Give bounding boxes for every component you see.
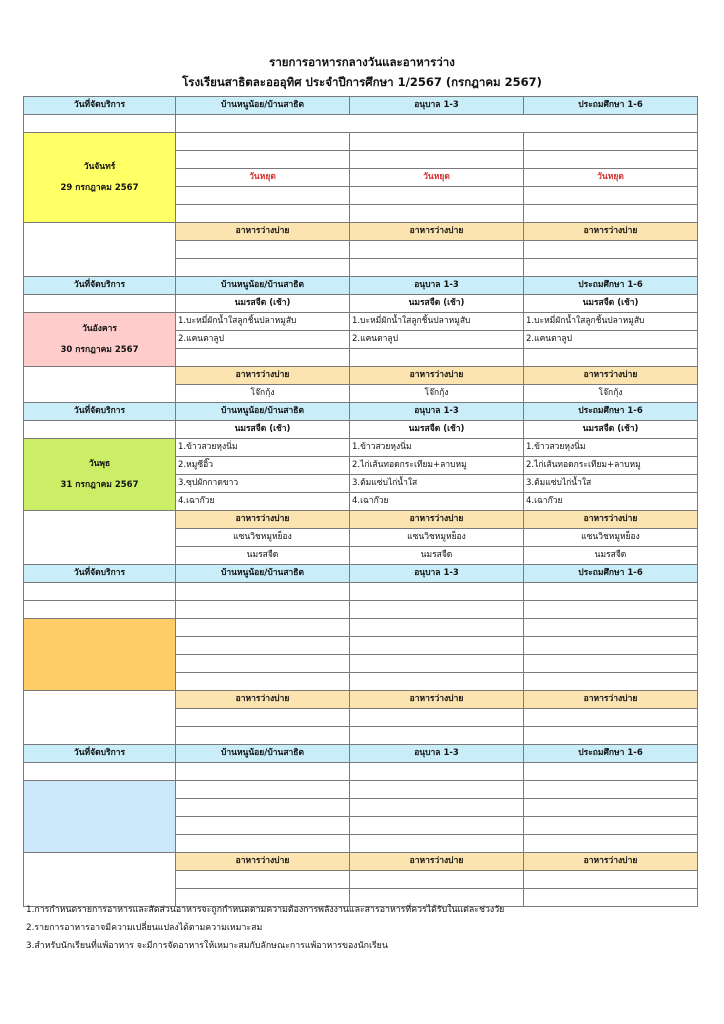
snack-header: อาหารว่างบ่าย — [350, 511, 524, 529]
snack-header: อาหารว่างบ่าย — [176, 691, 350, 709]
breakfast-label: นมรสจืด (เช้า) — [350, 421, 524, 439]
day-cell-wednesday — [24, 439, 176, 511]
snack-item: โจ๊กกุ้ง — [350, 385, 524, 403]
empty-cell — [24, 295, 176, 313]
holiday-label: วันหยุด — [524, 169, 698, 187]
snack-item: นมรสจืด — [350, 547, 524, 565]
group2-header: อนุบาล 1-3 — [350, 277, 524, 295]
empty-cell — [524, 673, 698, 691]
day-name: วันอังคาร — [82, 323, 117, 334]
empty-cell — [524, 871, 698, 889]
holiday-label: วันหยุด — [176, 169, 350, 187]
footnotes — [26, 901, 504, 955]
table-row — [24, 439, 698, 457]
day-date: 30 กรกฎาคม 2567 — [60, 344, 139, 355]
table-row — [24, 511, 698, 529]
snack-item: นมรสจืด — [176, 547, 350, 565]
lunch-item: 2.หมูซีอิ๊ว — [176, 457, 350, 475]
snack-header: อาหารว่างบ่าย — [524, 691, 698, 709]
breakfast-label: นมรสจืด (เช้า) — [524, 421, 698, 439]
empty-cell — [176, 187, 350, 205]
group2-header: อนุบาล 1-3 — [350, 565, 524, 583]
service-day-header: วันที่จัดบริการ — [24, 97, 176, 115]
table-row — [24, 295, 698, 313]
table-row — [24, 421, 698, 439]
service-day-header: วันที่จัดบริการ — [24, 403, 176, 421]
menu-schedule-table — [23, 96, 698, 907]
snack-header: อาหารว่างบ่าย — [524, 223, 698, 241]
empty-cell — [524, 817, 698, 835]
empty-cell — [350, 583, 524, 601]
empty-cell — [176, 655, 350, 673]
group1-header: บ้านหนูน้อย/บ้านสาธิต — [176, 97, 350, 115]
group3-header: ประถมศึกษา 1-6 — [524, 565, 698, 583]
empty-cell — [176, 601, 350, 619]
empty-cell — [176, 799, 350, 817]
table-row — [24, 313, 698, 331]
group2-header: อนุบาล 1-3 — [350, 403, 524, 421]
service-day-header: วันที่จัดบริการ — [24, 277, 176, 295]
snack-header: อาหารว่างบ่าย — [350, 853, 524, 871]
lunch-item: 3.ซุปผักกาดขาว — [176, 475, 350, 493]
table-row — [24, 745, 698, 763]
empty-cell — [24, 223, 176, 277]
snack-header: อาหารว่างบ่าย — [524, 367, 698, 385]
table-row — [24, 403, 698, 421]
empty-cell — [24, 691, 176, 745]
empty-cell — [350, 817, 524, 835]
empty-cell — [524, 349, 698, 367]
empty-cell — [524, 151, 698, 169]
lunch-item: 1.ข้าวสวยหุงนิ่ม — [176, 439, 350, 457]
snack-header: อาหารว่างบ่าย — [350, 223, 524, 241]
breakfast-label: นมรสจืด (เช้า) — [350, 295, 524, 313]
table-row — [24, 601, 698, 619]
empty-cell — [350, 187, 524, 205]
empty-cell — [524, 205, 698, 223]
snack-item: โจ๊กกุ้ง — [524, 385, 698, 403]
day-cell-friday — [24, 781, 176, 853]
empty-cell — [524, 889, 698, 907]
lunch-item: 1.บะหมี่ผักน้ำใสลูกชิ้นปลาหมูสับ — [524, 313, 698, 331]
empty-cell — [524, 187, 698, 205]
footnote: 2.รายการอาหารอาจมีความเปลี่ยนแปลงได้ตามความเหมาะสม — [26, 923, 263, 933]
empty-cell — [24, 583, 176, 601]
group3-header: ประถมศึกษา 1-6 — [524, 745, 698, 763]
empty-cell — [524, 835, 698, 853]
lunch-item: 2.ไก่เส้นทอดกระเทียม+ลาบหมู — [524, 457, 698, 475]
snack-header: อาหารว่างบ่าย — [350, 367, 524, 385]
empty-cell — [524, 637, 698, 655]
empty-cell — [24, 421, 176, 439]
lunch-item: 2.แคนตาลูป — [176, 331, 350, 349]
empty-cell — [176, 637, 350, 655]
empty-cell — [24, 853, 176, 907]
snack-header: อาหารว่างบ่าย — [176, 223, 350, 241]
empty-cell — [350, 871, 524, 889]
table-row — [24, 565, 698, 583]
service-day-header: วันที่จัดบริการ — [24, 565, 176, 583]
lunch-item: 4.เฉาก๊วย — [176, 493, 350, 511]
empty-cell — [350, 205, 524, 223]
snack-item: แซนวิชหมูหย็อง — [524, 529, 698, 547]
empty-cell — [24, 367, 176, 403]
empty-cell — [176, 349, 350, 367]
table-row — [24, 853, 698, 871]
table-row — [24, 583, 698, 601]
footnote: 3.สำหรับนักเรียนที่แพ้อาหาร จะมีการจัดอาหารให้เหมาะสมกับลักษณะการแพ้อาหารของนักเรียน — [26, 941, 388, 951]
snack-item: นมรสจืด — [524, 547, 698, 565]
empty-cell — [350, 799, 524, 817]
day-date: 31 กรกฎาคม 2567 — [60, 479, 139, 490]
lunch-item: 1.ข้าวสวยหุงนิ่ม — [524, 439, 698, 457]
day-name: วันพุธ — [88, 458, 111, 469]
empty-cell — [524, 583, 698, 601]
lunch-item: 3.ต้มแซ่บไก่น้ำใส — [524, 475, 698, 493]
snack-header: อาหารว่างบ่าย — [176, 853, 350, 871]
table-row — [24, 133, 698, 151]
empty-cell — [350, 151, 524, 169]
service-day-header: วันที่จัดบริการ — [24, 745, 176, 763]
empty-cell — [350, 637, 524, 655]
group1-header: บ้านหนูน้อย/บ้านสาธิต — [176, 277, 350, 295]
table-row — [24, 223, 698, 241]
page-title: รายการอาหารกลางวันและอาหารว่าง — [269, 55, 455, 69]
day-cell-tuesday — [24, 313, 176, 367]
empty-cell — [24, 511, 176, 565]
day-cell-thursday — [24, 619, 176, 691]
group1-header: บ้านหนูน้อย/บ้านสาธิต — [176, 745, 350, 763]
empty-cell — [524, 799, 698, 817]
group2-header: อนุบาล 1-3 — [350, 97, 524, 115]
empty-cell — [176, 151, 350, 169]
day-date: 29 กรกฎาคม 2567 — [60, 182, 139, 193]
empty-cell — [350, 619, 524, 637]
empty-cell — [176, 727, 350, 745]
empty-cell — [350, 835, 524, 853]
empty-cell — [176, 133, 350, 151]
breakfast-label: นมรสจืด (เช้า) — [176, 421, 350, 439]
empty-cell — [176, 763, 350, 781]
empty-cell — [176, 241, 350, 259]
group3-header: ประถมศึกษา 1-6 — [524, 97, 698, 115]
empty-cell — [350, 781, 524, 799]
empty-cell — [350, 763, 524, 781]
group3-header: ประถมศึกษา 1-6 — [524, 403, 698, 421]
snack-item: แซนวิชหมูหย็อง — [350, 529, 524, 547]
snack-header: อาหารว่างบ่าย — [524, 853, 698, 871]
breakfast-label: นมรสจืด (เช้า) — [176, 295, 350, 313]
empty-cell — [176, 619, 350, 637]
lunch-item: 3.ต้มแซ่บไก่น้ำใส — [350, 475, 524, 493]
snack-header: อาหารว่างบ่าย — [350, 691, 524, 709]
empty-cell — [350, 259, 524, 277]
table-row — [24, 277, 698, 295]
lunch-item: 4.เฉาก๊วย — [350, 493, 524, 511]
footnote: 1.การกำหนดรายการอาหารและสัดส่วนอาหารจะถูกกำหนดตามความต้องการพลังงานและสารอาหารที่ควรได้รับในแต่ละช่วงวัย — [26, 905, 505, 915]
group1-header: บ้านหนูน้อย/บ้านสาธิต — [176, 565, 350, 583]
empty-cell — [524, 601, 698, 619]
empty-cell — [24, 601, 176, 619]
empty-cell — [176, 115, 698, 133]
lunch-item: 1.ข้าวสวยหุงนิ่ม — [350, 439, 524, 457]
snack-item: โจ๊กกุ้ง — [176, 385, 350, 403]
empty-cell — [24, 763, 176, 781]
empty-cell — [524, 133, 698, 151]
lunch-item: 4.เฉาก๊วย — [524, 493, 698, 511]
empty-cell — [176, 817, 350, 835]
empty-cell — [350, 709, 524, 727]
empty-cell — [350, 655, 524, 673]
lunch-item: 1.บะหมี่ผักน้ำใสลูกชิ้นปลาหมูสับ — [176, 313, 350, 331]
holiday-label: วันหยุด — [350, 169, 524, 187]
empty-cell — [524, 781, 698, 799]
empty-cell — [176, 205, 350, 223]
empty-cell — [176, 781, 350, 799]
breakfast-label: นมรสจืด (เช้า) — [524, 295, 698, 313]
lunch-item: 2.แคนตาลูป — [524, 331, 698, 349]
group3-header: ประถมศึกษา 1-6 — [524, 277, 698, 295]
table-row — [24, 781, 698, 799]
day-cell-monday — [24, 133, 176, 223]
empty-cell — [524, 763, 698, 781]
snack-header: อาหารว่างบ่าย — [176, 511, 350, 529]
empty-cell — [176, 835, 350, 853]
empty-cell — [350, 727, 524, 745]
lunch-item: 2.แคนตาลูป — [350, 331, 524, 349]
table-row — [24, 763, 698, 781]
group2-header: อนุบาล 1-3 — [350, 745, 524, 763]
empty-cell — [350, 673, 524, 691]
table-row — [24, 97, 698, 115]
empty-cell — [176, 709, 350, 727]
empty-cell — [350, 349, 524, 367]
empty-cell — [24, 115, 176, 133]
empty-cell — [350, 133, 524, 151]
page-subtitle: โรงเรียนสาธิตละอออุทิศ ประจำปีการศึกษา 1/2567 (กรกฎาคม 2567) — [182, 75, 542, 89]
empty-cell — [350, 601, 524, 619]
empty-cell — [524, 727, 698, 745]
empty-cell — [524, 619, 698, 637]
table-row — [24, 367, 698, 385]
empty-cell — [524, 259, 698, 277]
lunch-item: 2.ไก่เส้นทอดกระเทียม+ลาบหมู — [350, 457, 524, 475]
empty-cell — [176, 259, 350, 277]
empty-cell — [524, 241, 698, 259]
empty-cell — [524, 709, 698, 727]
snack-header: อาหารว่างบ่าย — [524, 511, 698, 529]
empty-cell — [350, 241, 524, 259]
table-row — [24, 619, 698, 637]
empty-cell — [524, 655, 698, 673]
snack-header: อาหารว่างบ่าย — [176, 367, 350, 385]
lunch-item: 1.บะหมี่ผักน้ำใสลูกชิ้นปลาหมูสับ — [350, 313, 524, 331]
empty-cell — [176, 871, 350, 889]
snack-item: แซนวิชหมูหย็อง — [176, 529, 350, 547]
empty-cell — [176, 583, 350, 601]
day-name: วันจันทร์ — [83, 161, 116, 172]
table-row — [24, 115, 698, 133]
table-row — [24, 691, 698, 709]
group1-header: บ้านหนูน้อย/บ้านสาธิต — [176, 403, 350, 421]
empty-cell — [176, 673, 350, 691]
